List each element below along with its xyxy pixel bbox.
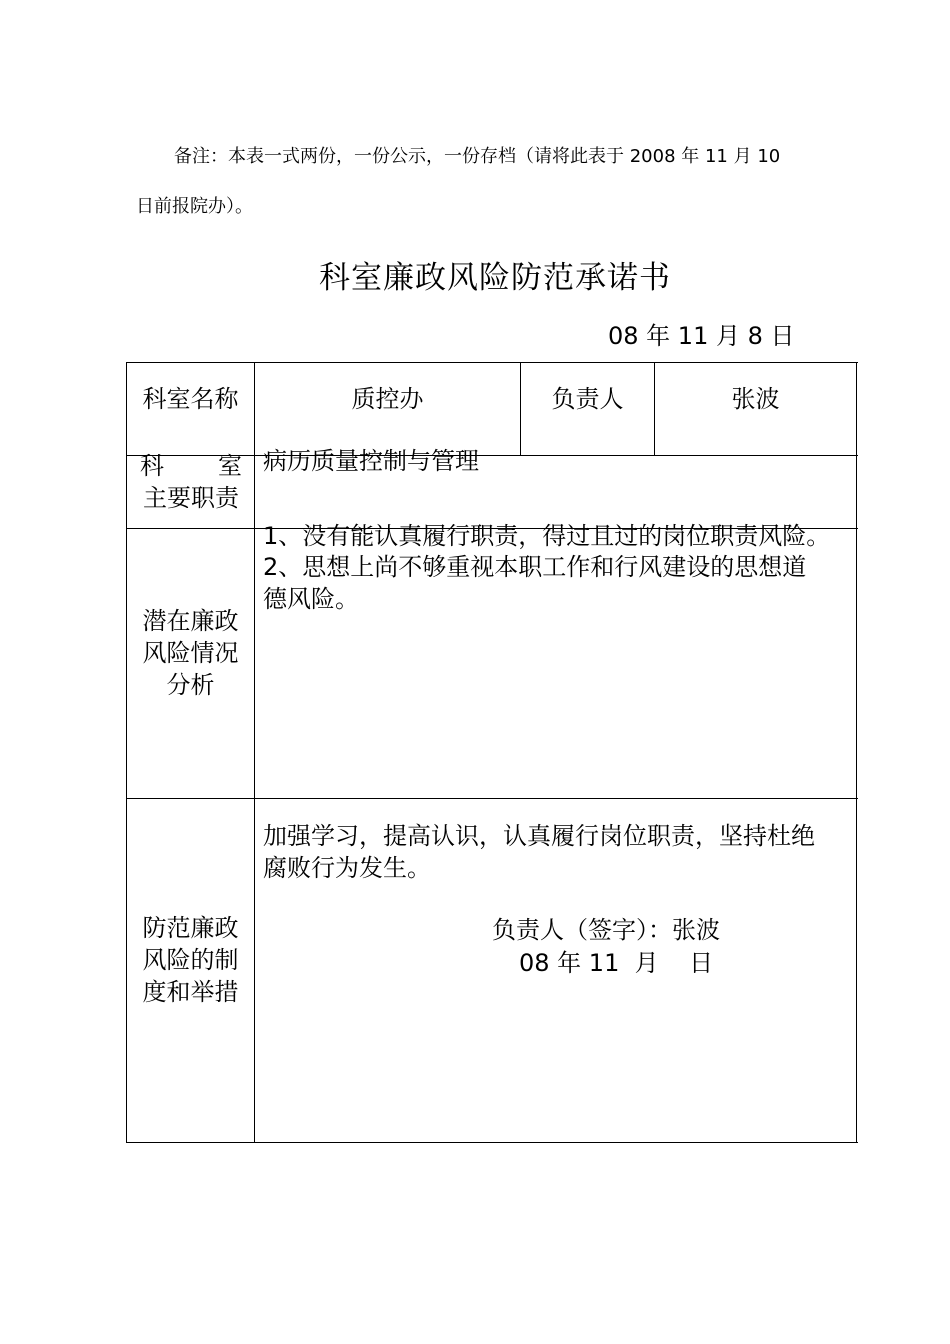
- measure-content-line-1: 加强学习，提高认识，认真履行岗位职责，坚持杜绝: [263, 822, 815, 850]
- table-col-divider-1: [254, 362, 255, 1143]
- leader-value: 张波: [731, 385, 780, 413]
- table-border-top: [126, 362, 858, 363]
- duty-content: 病历质量控制与管理: [263, 447, 479, 475]
- duty-label-line-2: 主要职责: [143, 484, 239, 512]
- duty-label: [140, 450, 242, 514]
- risk-label: [127, 605, 254, 701]
- leader-signature: 负责人（签字）：张波: [492, 916, 720, 944]
- risk-label-line-1: 潜在廉政: [142, 607, 239, 635]
- note-line-2: 日前报院办）。: [136, 196, 253, 217]
- table-border-bottom: [126, 1142, 858, 1143]
- measure-content-line-2: 腐败行为发生。: [263, 854, 431, 882]
- measure-label-line-1: 防范廉政: [142, 914, 239, 942]
- risk-item-2a: 2、思想上尚不够重视本职工作和行风建设的思想道: [263, 553, 807, 581]
- risk-item-2b: 德风险。: [263, 585, 359, 613]
- dept-name-value: 质控办: [351, 385, 424, 413]
- document-date: 08 年 11 月 8 日: [608, 322, 795, 350]
- measure-label-line-3: 度和举措: [142, 978, 239, 1006]
- risk-label-line-2: 风险情况: [142, 639, 239, 667]
- duty-label-char-1: 科: [140, 452, 164, 480]
- note-line-1: 备注：本表一式两份，一份公示，一份存档（请将此表于 2008 年 11 月 10: [174, 146, 781, 167]
- table-border-right: [856, 362, 857, 1143]
- table-row-divider-3: [126, 798, 858, 799]
- leader-label: 负责人: [551, 385, 624, 413]
- signature-date: 08 年 11 月 日: [519, 949, 714, 977]
- dept-name-label: 科室名称: [142, 385, 239, 413]
- table-border-left: [126, 362, 127, 1143]
- duty-label-char-2: 室: [218, 452, 242, 480]
- document-title: 科室廉政风险防范承诺书: [319, 260, 671, 296]
- duty-label-line-1: [140, 450, 242, 482]
- risk-item-1: 1、没有能认真履行职责，得过且过的岗位职责风险。: [263, 522, 831, 550]
- risk-label-line-3: 分析: [166, 671, 215, 699]
- measure-label: [127, 912, 254, 1008]
- measure-label-line-2: 风险的制: [142, 946, 239, 974]
